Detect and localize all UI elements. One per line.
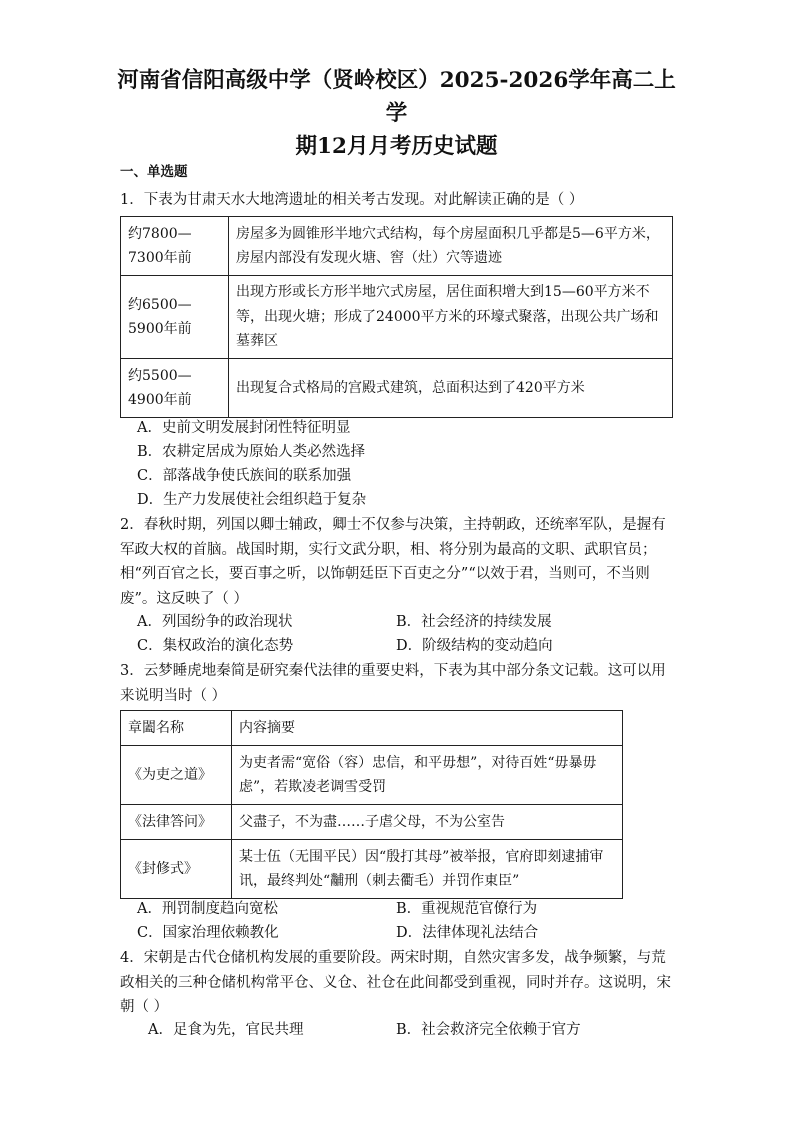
table-row — [121, 840, 623, 899]
q1-option-b[interactable]: B．农耕定居成为原始人类必然选择 — [137, 444, 366, 460]
q1-option-c[interactable]: C．部落战争使氏族间的联系加强 — [137, 468, 352, 484]
chapter-cell: 《封修式》 — [121, 840, 232, 899]
period-cell: 约5500—4900年前 — [121, 359, 229, 418]
q2-option-b[interactable]: B．社会经济的持续发展 — [396, 614, 552, 630]
table-row — [121, 276, 673, 359]
table-row — [121, 805, 623, 840]
description-cell: 房屋多为圆锥形半地穴式结构，每个房屋面积几乎都是5—6平方米，房屋内部没有发现火塘、窖（灶）穴等遗迹 — [229, 217, 673, 276]
title-line-1: 河南省信阳高级中学（贤岭校区）2025-2026学年高二上学 — [117, 68, 676, 126]
summary-cell: 父盡子，不为盡……子虐父母，不为公室告 — [232, 805, 623, 840]
q3-stem: 3．云梦睡虎地秦简是研究秦代法律的重要史料，下表为其中部分条文记载。这可以用来说明当时（ ） — [120, 663, 666, 704]
q2-stem: 2．春秋时期，列国以卿士辅政，卿士不仅参与决策，主持朝政，还统率军队，是握有军政大权的首脑。战国时期，实行文武分职，相、将分别为最高的文职、武职官员；相“列百官之长，要百事之听，以饰朝廷臣下百吏之分”“以效于君，当则可，不当则废”。这反映了（ ） — [120, 517, 666, 607]
table-row — [121, 746, 623, 805]
title-line-2: 期12月月考历史试题 — [295, 134, 498, 159]
q3-option-d[interactable]: D．法律体现礼法结合 — [396, 925, 539, 941]
q4-stem: 4．宋朝是古代仓储机构发展的重要阶段。两宋时期，自然灾害多发，战争频繁，与荒政相关的三种仓储机构常平仓、义仓、社仓在此间都受到重视，同时并存。这说明，宋朝（ ） — [120, 950, 671, 1015]
q4-option-a[interactable]: A．足食为先，官民共理 — [148, 1022, 304, 1038]
q1-table — [120, 216, 673, 418]
period-cell: 约7800—7300年前 — [121, 217, 229, 276]
q1-option-d[interactable]: D．生产力发展使社会组织趋于复杂 — [137, 492, 367, 508]
q2-option-d[interactable]: D．阶级结构的变动趋向 — [396, 638, 553, 654]
q4-option-b[interactable]: B．社会救济完全依赖于官方 — [396, 1022, 581, 1038]
summary-cell: 某士伍（无围平民）因“殷打其母”被举报，官府即刻逮捕审讯，最终判处“黼刑（刺去衢毛）并罚作東臣” — [232, 840, 623, 899]
q2-option-a[interactable]: A．列国纷争的政治现状 — [137, 614, 293, 630]
summary-cell: 为吏者需“宽俗（容）忠信，和平毋想”，对待百姓“毋暴毋虑”，若欺凌老调雪受罚 — [232, 746, 623, 805]
description-cell: 出现方形或长方形半地穴式房屋，居住面积增大到15—60平方米不等，出现火塘；形成了24000平方米的环壕式聚落，出现公共广场和墓葬区 — [229, 276, 673, 359]
q1-stem: 1．下表为甘肃天水大地湾遗址的相关考古发现。对此解读正确的是（ ） — [120, 192, 584, 208]
q3-table — [120, 710, 623, 899]
table-row — [121, 217, 673, 276]
description-cell: 出现复合式格局的宫殿式建筑，总面积达到了420平方米 — [229, 359, 673, 418]
period-cell: 约6500—5900年前 — [121, 276, 229, 359]
section-heading: 一、单选题 — [120, 164, 188, 180]
table-header-row — [121, 711, 623, 746]
q2-option-c[interactable]: C．集权政治的演化态势 — [137, 638, 294, 654]
chapter-cell: 《为吏之道》 — [121, 746, 232, 805]
q3-option-b[interactable]: B．重视规范官僚行为 — [396, 901, 538, 917]
column-header: 内容摘要 — [232, 711, 623, 746]
page-title — [110, 64, 683, 163]
table-row — [121, 359, 673, 418]
q3-option-c[interactable]: C．国家治理依赖教化 — [137, 925, 279, 941]
q1-option-a[interactable]: A．史前文明发展封闭性特征明显 — [137, 420, 351, 436]
column-header: 章闔名称 — [121, 711, 232, 746]
q3-option-a[interactable]: A．刑罚制度趋向宽松 — [137, 901, 278, 917]
chapter-cell: 《法律答问》 — [121, 805, 232, 840]
